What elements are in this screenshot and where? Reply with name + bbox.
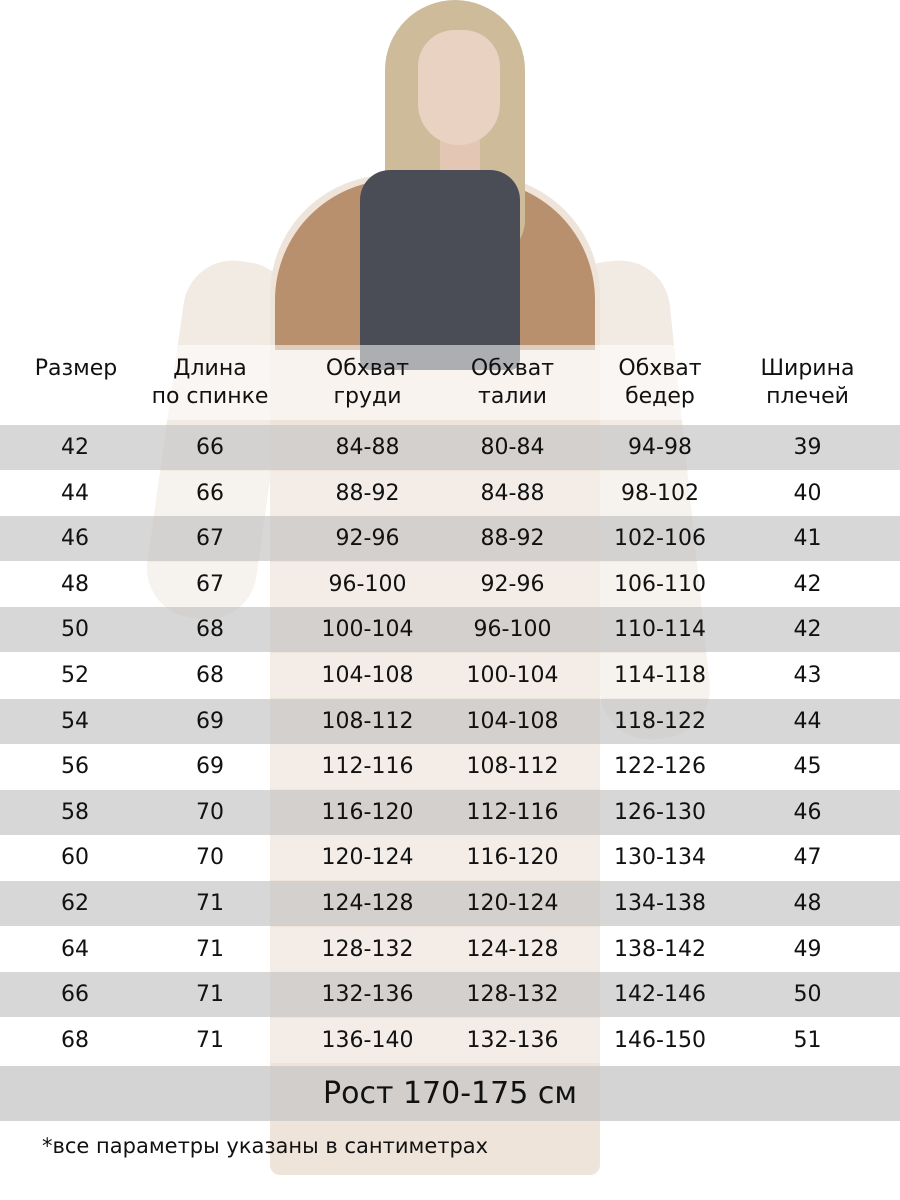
- cell-size: 42: [61, 435, 89, 460]
- cell-shoulders: 42: [793, 571, 822, 597]
- table-header: [0, 345, 900, 420]
- cell-chest: 100-104: [321, 617, 414, 643]
- table-row: [0, 516, 900, 561]
- table-row: [0, 607, 900, 652]
- cell-back-length: 67: [196, 526, 224, 552]
- cell-hips: 122-126: [614, 754, 706, 780]
- cell-back-length: 71: [196, 891, 224, 916]
- header-size: Размер: [34, 356, 118, 381]
- cell-size: 54: [61, 708, 89, 734]
- cell-shoulders: 48: [793, 891, 822, 916]
- cell-waist: 108-112: [466, 754, 559, 780]
- cell-back-length: 66: [196, 480, 224, 506]
- cell-shoulders: 44: [793, 708, 822, 734]
- cell-chest: 116-120: [321, 799, 414, 825]
- cell-chest: 124-128: [321, 891, 414, 916]
- cell-shoulders: 50: [793, 982, 822, 1008]
- cell-waist: 80-84: [480, 435, 545, 460]
- cell-back-length: 66: [196, 435, 224, 460]
- table-row: [0, 653, 900, 698]
- cell-back-length: 71: [196, 936, 224, 962]
- cell-waist: 120-124: [466, 891, 559, 916]
- cell-waist: 124-128: [466, 936, 559, 962]
- table-row: [0, 744, 900, 789]
- cell-shoulders: 41: [793, 526, 822, 552]
- header-chest: Обхват груди: [325, 356, 410, 409]
- cell-shoulders: 47: [793, 845, 822, 871]
- cell-size: 56: [61, 754, 89, 780]
- cell-chest: 104-108: [321, 663, 414, 688]
- cell-chest: 88-92: [335, 480, 400, 506]
- cell-size: 68: [61, 1027, 89, 1053]
- cell-waist: 84-88: [480, 480, 545, 506]
- header-back-length: Длина по спинке: [151, 356, 269, 409]
- table-row: [0, 790, 900, 835]
- cell-shoulders: 46: [793, 799, 822, 825]
- cell-waist: 128-132: [466, 982, 559, 1008]
- cell-hips: 134-138: [614, 891, 706, 916]
- cell-size: 58: [61, 799, 89, 825]
- cell-size: 48: [61, 571, 89, 597]
- cell-chest: 96-100: [328, 571, 407, 597]
- cell-chest: 128-132: [321, 936, 414, 962]
- cell-hips: 98-102: [621, 480, 699, 506]
- table-row: [0, 972, 900, 1017]
- cell-chest: 136-140: [321, 1027, 414, 1053]
- cell-back-length: 68: [196, 617, 224, 643]
- cell-size: 44: [61, 480, 89, 506]
- cell-size: 66: [61, 982, 89, 1008]
- cell-back-length: 69: [196, 708, 224, 734]
- cell-hips: 94-98: [628, 435, 692, 460]
- table-row: [0, 927, 900, 972]
- table-row: [0, 835, 900, 880]
- cell-waist: 100-104: [466, 663, 559, 688]
- cell-back-length: 68: [196, 663, 224, 688]
- cell-waist: 88-92: [480, 526, 545, 552]
- cell-shoulders: 40: [793, 480, 822, 506]
- cell-hips: 106-110: [614, 571, 706, 597]
- cell-size: 62: [61, 891, 89, 916]
- cell-hips: 130-134: [614, 845, 706, 871]
- table-row: [0, 562, 900, 607]
- height-bar: [0, 1066, 900, 1121]
- cell-chest: 132-136: [321, 982, 414, 1008]
- cell-back-length: 70: [196, 845, 224, 871]
- cell-chest: 108-112: [321, 708, 414, 734]
- cell-hips: 138-142: [614, 936, 706, 962]
- table-row: [0, 881, 900, 926]
- cell-hips: 102-106: [614, 526, 706, 552]
- cell-back-length: 71: [196, 1027, 224, 1053]
- table-row: [0, 1018, 900, 1063]
- cell-shoulders: 43: [793, 663, 822, 688]
- cell-shoulders: 45: [793, 754, 822, 780]
- cell-hips: 118-122: [614, 708, 706, 734]
- cell-waist: 92-96: [480, 571, 545, 597]
- cell-shoulders: 39: [793, 435, 822, 460]
- cell-size: 50: [61, 617, 89, 643]
- cell-size: 64: [61, 936, 89, 962]
- cell-back-length: 67: [196, 571, 224, 597]
- cell-hips: 146-150: [614, 1027, 706, 1053]
- cell-waist: 104-108: [466, 708, 559, 734]
- height-label: Рост 170-175 см: [323, 1076, 577, 1111]
- cell-shoulders: 51: [793, 1027, 822, 1053]
- cell-hips: 142-146: [614, 982, 706, 1008]
- cell-back-length: 69: [196, 754, 224, 780]
- cell-waist: 96-100: [473, 617, 552, 643]
- table-row: [0, 471, 900, 516]
- units-note: *все параметры указаны в сантиметрах: [42, 1134, 489, 1158]
- cell-chest: 112-116: [321, 754, 414, 780]
- cell-size: 60: [61, 845, 89, 871]
- header-shoulders: Ширина плечей: [760, 356, 855, 409]
- cell-waist: 112-116: [466, 799, 559, 825]
- cell-shoulders: 42: [793, 617, 822, 643]
- cell-hips: 114-118: [614, 663, 706, 688]
- cell-waist: 132-136: [466, 1027, 559, 1053]
- header-hips: Обхват бедер: [618, 356, 702, 409]
- cell-back-length: 71: [196, 982, 224, 1008]
- cell-size: 46: [61, 526, 89, 552]
- cell-chest: 120-124: [321, 845, 414, 871]
- cell-size: 52: [61, 663, 89, 688]
- cell-waist: 116-120: [466, 845, 559, 871]
- cell-hips: 110-114: [614, 617, 706, 643]
- header-waist: Обхват талии: [470, 356, 555, 409]
- table-row: [0, 425, 900, 470]
- cell-shoulders: 49: [793, 936, 822, 962]
- cell-chest: 84-88: [335, 435, 400, 460]
- table-row: [0, 699, 900, 744]
- cell-hips: 126-130: [614, 799, 706, 825]
- cell-back-length: 70: [196, 799, 224, 825]
- cell-chest: 92-96: [335, 526, 400, 552]
